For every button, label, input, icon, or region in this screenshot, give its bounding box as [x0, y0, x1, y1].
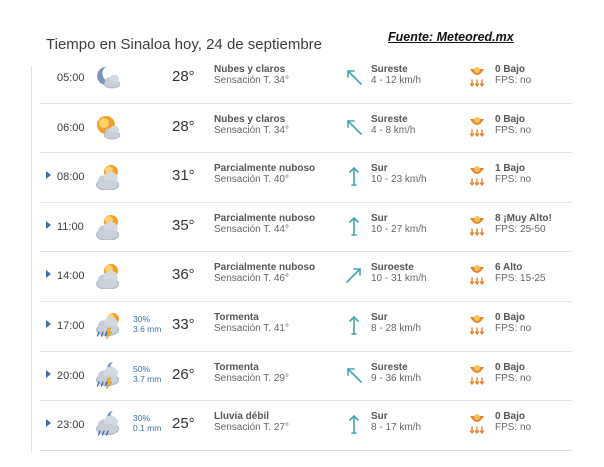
wind-arrow-north-icon — [344, 165, 364, 187]
temperature: 26° — [172, 365, 195, 383]
sun-cloud-icon — [94, 113, 122, 141]
expand-caret-icon[interactable] — [46, 370, 51, 378]
wind-arrow-northwest-icon — [344, 116, 364, 138]
hourly-forecast-list — [40, 54, 572, 451]
precip-probability: 30% — [133, 413, 151, 424]
forecast-row[interactable] — [40, 153, 572, 203]
forecast-row[interactable] — [40, 302, 572, 352]
temperature: 25° — [172, 415, 195, 433]
uv-level: 6 Alto — [495, 262, 523, 274]
feels-like-text: Sensación T. 34° — [214, 124, 289, 136]
wind-direction: Sureste — [371, 64, 408, 75]
uv-block — [495, 114, 531, 136]
condition-block — [214, 312, 289, 334]
wind-direction: Sur — [371, 163, 388, 175]
uv-block — [495, 262, 546, 284]
precip-info — [133, 314, 161, 334]
condition-text: Parcialmente nuboso — [214, 262, 316, 274]
wind-block — [371, 114, 415, 136]
forecast-row — [40, 104, 572, 154]
uv-level: 0 Bajo — [495, 361, 526, 373]
condition-block — [214, 262, 315, 284]
sunscreen-fps: FPS: no — [495, 75, 532, 86]
wind-arrow-north-icon — [344, 413, 364, 435]
panel-left-border — [31, 66, 32, 452]
precip-amount: 3.6 mm — [133, 323, 162, 334]
wind-block — [371, 64, 421, 86]
condition-block — [214, 362, 289, 384]
uv-index-icon — [468, 411, 486, 435]
sunscreen-fps: FPS: 25-50 — [495, 223, 546, 235]
expand-caret-icon[interactable] — [46, 221, 51, 229]
feels-like-text: Sensación T. 29° — [214, 372, 289, 384]
page-title: Tiempo en Sinaloa hoy, 24 de septiembre — [46, 36, 322, 53]
uv-level: 8 ¡Muy Alto! — [495, 212, 552, 224]
feels-like-text: Sensación T. 27° — [214, 422, 289, 434]
wind-block — [371, 163, 427, 185]
condition-block — [214, 213, 315, 235]
uv-block — [495, 213, 552, 235]
wind-speed: 8 - 28 km/h — [371, 322, 422, 334]
uv-level: 0 Bajo — [495, 113, 526, 125]
uv-level: 0 Bajo — [495, 64, 526, 75]
partly-cloudy-icon — [94, 162, 122, 190]
uv-block — [495, 64, 531, 86]
condition-text: Nubes y claros — [214, 113, 286, 125]
hour-label: 17:00 — [57, 319, 85, 332]
uv-index-icon — [468, 312, 486, 336]
uv-block — [495, 163, 531, 185]
condition-block — [214, 163, 315, 185]
condition-text: Nubes y claros — [214, 64, 286, 75]
condition-text: Lluvia débil — [214, 411, 270, 423]
condition-text: Parcialmente nuboso — [214, 212, 316, 224]
uv-index-icon — [468, 64, 486, 88]
hour-label: 11:00 — [57, 220, 84, 233]
precip-info — [133, 413, 161, 433]
expand-caret-icon[interactable] — [46, 320, 51, 328]
hour-label: 23:00 — [57, 419, 85, 432]
wind-speed: 8 - 17 km/h — [371, 422, 422, 434]
uv-block — [495, 411, 531, 433]
temperature: 31° — [172, 167, 195, 185]
expand-caret-icon[interactable] — [46, 270, 51, 278]
temperature: 33° — [172, 315, 195, 333]
uv-block — [495, 362, 531, 384]
expand-caret-icon[interactable] — [46, 171, 51, 179]
uv-index-icon — [468, 213, 486, 237]
wind-direction: Sur — [371, 411, 388, 423]
sunscreen-fps: FPS: 15-25 — [495, 273, 546, 285]
thunderstorm-moon-icon — [94, 361, 122, 389]
hour-label: 20:00 — [57, 369, 85, 382]
wind-block — [371, 262, 427, 284]
wind-speed: 4 - 12 km/h — [371, 75, 422, 86]
temperature: 36° — [172, 266, 195, 284]
uv-level: 1 Bajo — [495, 163, 526, 175]
condition-block — [214, 114, 289, 136]
sunscreen-fps: FPS: no — [495, 422, 532, 434]
feels-like-text: Sensación T. 46° — [214, 273, 289, 285]
wind-arrow-north-icon — [344, 215, 364, 237]
forecast-row[interactable] — [40, 352, 572, 402]
uv-level: 0 Bajo — [495, 311, 526, 323]
forecast-row — [40, 54, 572, 104]
rain-moon-icon — [94, 410, 122, 438]
wind-speed: 4 - 8 km/h — [371, 124, 416, 136]
wind-arrow-northeast-icon — [344, 264, 364, 286]
condition-text: Tormenta — [214, 311, 259, 323]
hour-label: 08:00 — [57, 171, 85, 184]
feels-like-text: Sensación T. 41° — [214, 322, 289, 334]
temperature: 35° — [172, 216, 195, 234]
precip-probability: 50% — [133, 363, 151, 374]
wind-arrow-northwest-icon — [344, 364, 364, 386]
wind-speed: 10 - 23 km/h — [371, 174, 427, 186]
wind-direction: Suroeste — [371, 262, 414, 274]
temperature: 28° — [172, 117, 195, 135]
uv-index-icon — [468, 163, 486, 187]
sunscreen-fps: FPS: no — [495, 372, 532, 384]
wind-direction: Sur — [371, 212, 388, 224]
hour-label: 05:00 — [57, 72, 85, 84]
forecast-row[interactable] — [40, 252, 572, 302]
hour-label: 14:00 — [57, 270, 85, 283]
thunderstorm-sun-icon — [94, 311, 122, 339]
condition-text: Parcialmente nuboso — [214, 163, 316, 175]
uv-index-icon — [468, 362, 486, 386]
wind-direction: Sureste — [371, 361, 408, 373]
wind-speed: 10 - 27 km/h — [371, 223, 427, 235]
uv-block — [495, 312, 531, 334]
partly-cloudy-icon — [94, 261, 122, 289]
uv-level: 0 Bajo — [495, 411, 526, 423]
wind-block — [371, 312, 421, 334]
sunscreen-fps: FPS: no — [495, 322, 532, 334]
forecast-row[interactable] — [40, 203, 572, 253]
partly-cloudy-icon — [94, 212, 122, 240]
forecast-row[interactable] — [40, 401, 572, 451]
wind-speed: 9 - 36 km/h — [371, 372, 422, 384]
wind-block — [371, 411, 421, 433]
source-caption: Fuente: Meteored.mx — [388, 30, 514, 44]
sunscreen-fps: FPS: no — [495, 174, 532, 186]
hour-label: 06:00 — [57, 121, 85, 134]
wind-block — [371, 213, 427, 235]
precip-amount: 3.7 mm — [133, 373, 162, 384]
feels-like-text: Sensación T. 44° — [214, 223, 289, 235]
wind-direction: Sur — [371, 311, 388, 323]
expand-caret-icon[interactable] — [46, 419, 51, 427]
condition-block — [214, 411, 289, 433]
wind-speed: 10 - 31 km/h — [371, 273, 427, 285]
precip-amount: 0.1 mm — [133, 423, 162, 434]
moon-cloud-icon — [94, 63, 122, 91]
condition-text: Tormenta — [214, 361, 259, 373]
precip-probability: 30% — [133, 313, 151, 324]
temperature: 28° — [172, 68, 195, 85]
sunscreen-fps: FPS: no — [495, 124, 532, 136]
feels-like-text: Sensación T. 34° — [214, 75, 289, 86]
wind-direction: Sureste — [371, 113, 408, 125]
feels-like-text: Sensación T. 40° — [214, 174, 289, 186]
wind-arrow-north-icon — [344, 314, 364, 336]
uv-index-icon — [468, 114, 486, 138]
wind-block — [371, 362, 421, 384]
wind-arrow-northwest-icon — [344, 66, 364, 88]
condition-block — [214, 64, 289, 86]
precip-info — [133, 364, 161, 384]
uv-index-icon — [468, 262, 486, 286]
